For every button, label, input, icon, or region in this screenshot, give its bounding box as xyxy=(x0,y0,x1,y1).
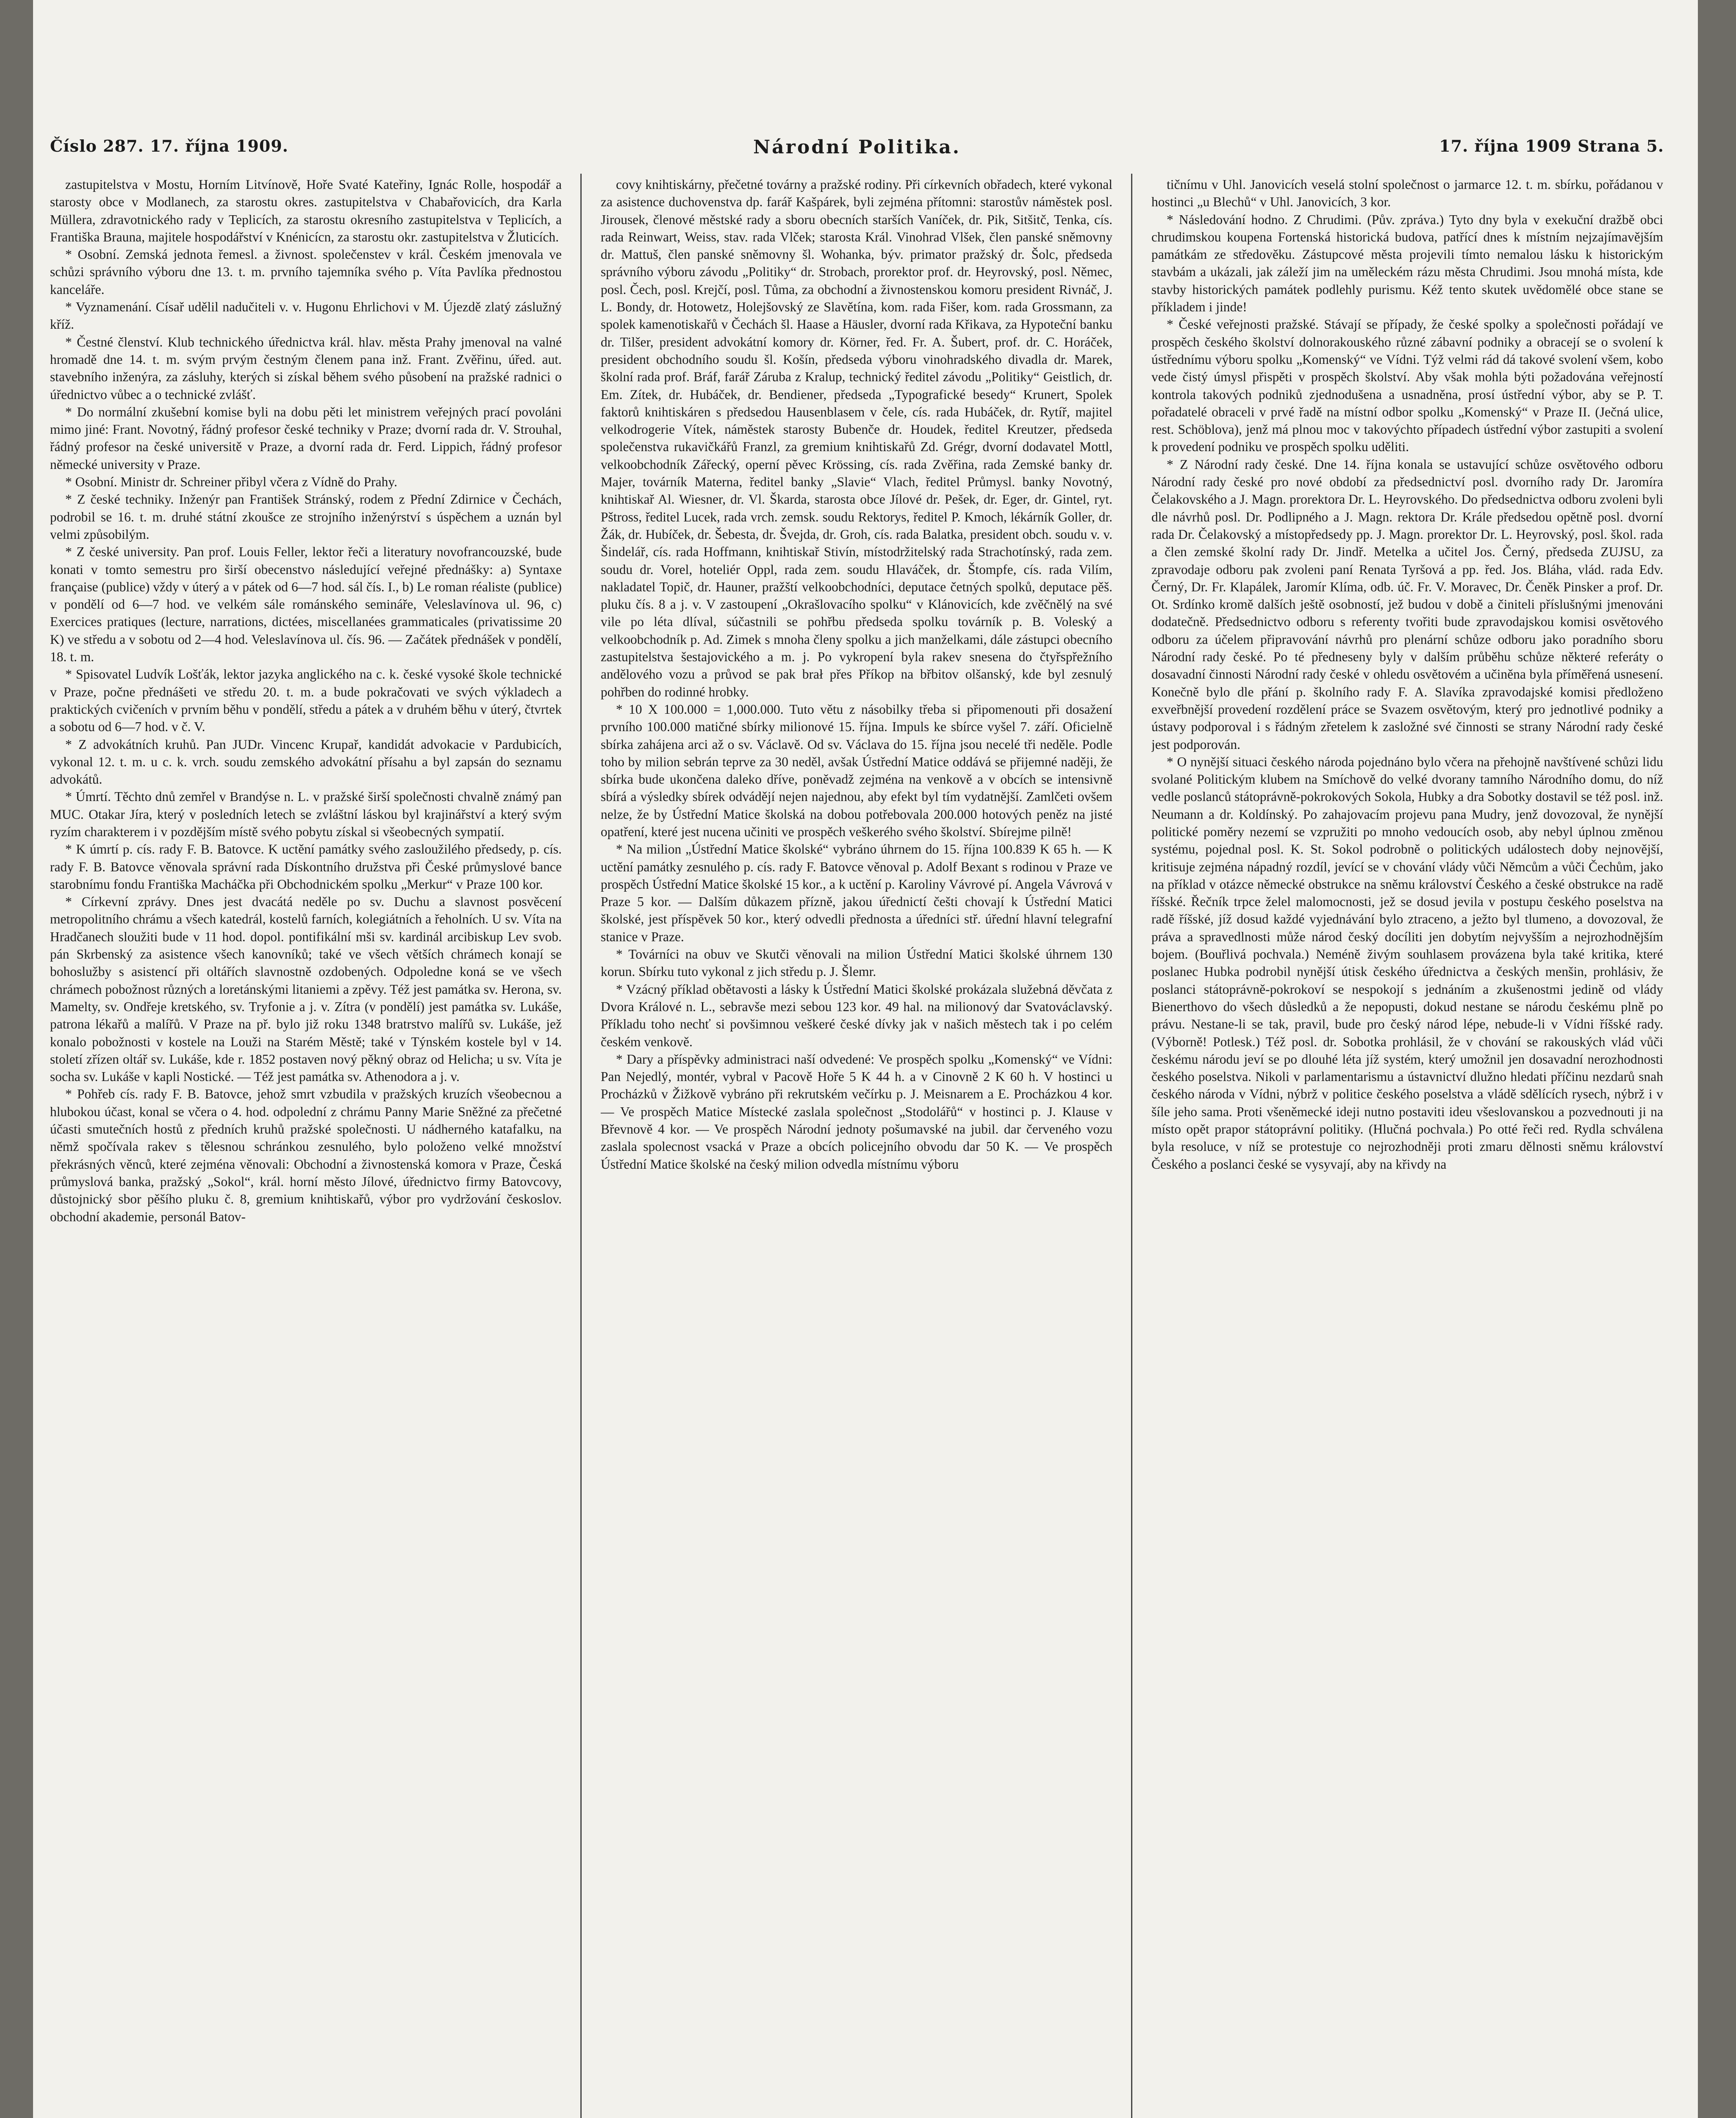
masthead-title: Národní Politika. xyxy=(753,136,961,158)
column-3 xyxy=(1151,176,1663,2118)
article-paragraph: tičnímu v Uhl. Janovicích veselá stolní společnost o jarmarce 12. t. m. sbírku, pořádanou v hostinci „u Blechů“ v Uhl. Janovicích, 3 kor. xyxy=(1151,177,1663,210)
article-paragraph: * Z české techniky. Inženýr pan František Stránský, rodem z Přední Zdirnice v Čechách, podrobil se 16. t. m. druhé státní zkoušce ze strojního inženýrství s úspěchem a uznán byl velmi způsobilým. xyxy=(50,492,562,542)
column-2 xyxy=(601,176,1112,2118)
article-paragraph: * Vzácný příklad obětavosti a lásky k Ústřední Matici školské prokázala služebná děvčata z Dvora Králové n. L., sebravše mezi sebou 123 kor. 49 hal. na milionový dar Svatováclavský. Příkladu toho nechť si povšimnou veškeré české dívky jak v našich městech tak i po celém českém venkově. xyxy=(601,981,1112,1049)
article-paragraph: * Na milion „Ústřední Matice školské“ vybráno úhrnem do 15. října 100.839 K 65 h. — K uctění památky zesnulého p. cís. rady F. Batovce věnoval p. Adolf Bexant s rodinou v Praze ve prospěch Ústřední Matice školské 15 kor., a k uctění p. Karoliny Vávrové pí. Angela Vávrová v Praze 5 kor. — Dalším důkazem přízně, jakou úřednictí češti chovají k Ústřední Matici školské, jest příspěvek 50 kor., který odvedli přednosta a úředníci stř. úřední hlavní telegrafní stanice v Praze. xyxy=(601,842,1112,944)
column-1 xyxy=(50,176,562,2118)
article-paragraph: * Osobní. Ministr dr. Schreiner přibyl včera z Vídně do Prahy. xyxy=(65,474,397,490)
date-and-page-number: 17. října 1909 Strana 5. xyxy=(1439,136,1664,155)
article-paragraph: * Z Národní rady české. Dne 14. října konala se ustavující schůze osvětového odboru Národní rady české pro nové období za předsednictví posl. dvorního rady Dr. Jaromíra Čelakovského a J. Magn. prorektora Dr. L. Heyrovského. Do předsednictva odboru zvoleni byli dle návrhů posl. Dr. Podlipného a J. Magn. rektora Dr. Krále předsedou opětně posl. dvorní rada Dr. Čelakovský a místopředsedy pp. J. Magn. prorektor Dr. L. Heyrovský, posl. škol. rada a člen zemské školní rady Dr. Jindř. Metelka a učitel Jos. Černý, předseda ZUJSU, za zpravodaje odboru pak zvoleni paní Renata Tyršová a pp. řed. Jos. Bláha, vlád. rada Edv. Černý, Dr. Fr. Klapálek, Jaromír Klíma, odb. úč. Fr. V. Moravec, Dr. Čeněk Pinsker a prof. Dr. Ot. Srdínko kromě dalších ještě osobností, jež budou v době a činiteli příslušnými jmenováni dodatečně. Předsednictvo odboru s referenty tvořiti bude zpravodajskou komisi osvětového odboru za účelem připravování návrhů pro plenární schůze odboru jako poradního sboru Národní rady české. Po té předneseny byly v dalším průběhu schůze některé referáty o dosavadní činnosti Národní rady české v ohledu osvětovém a učiněna byla příměřená usnesení. Konečně bylo dle přání p. školního rady F. A. Slavíka zpravodajské komisi předloženo exveřbnější provedení rozdělení práce se Svazem osvětovým, který pro jednotlivé podniky a ústavy podporoval i s řádným zřetelem k zasložné své činnosti se strany Národní rady české jest podporován. xyxy=(1151,457,1663,752)
page-header xyxy=(50,136,1664,170)
column-divider xyxy=(1131,174,1132,2118)
article-paragraph: * 10 X 100.000 = 1,000.000. Tuto větu z násobilky třeba si připomenouti při dosažení prvního 100.000 matičné sbírky milionové 15. října. Impuls ke sbírce vyšel 7. září. Oficielně sbírka zahájena arci až o sv. Václavě. Od sv. Václava do 15. října jsou necelé tři neděle. Podle toho by milion sebrán teprve za 30 neděl, avšak Ústřední Matice oddává se přijemné naději, že sbírka bude ukončena daleko dříve, poněvadž zejména na venkově a v obcích se intensivně sbírá a výsledky sbírek odvádějí nejen najednou, aby efekt byl tím vydatnější. Zamlčeti ovšem nelze, že by Ústřední Matice školská na dobou potřebovala 200.000 hotových peněz na jisté opatření, které jest nucena učiniti ve prospěch veškerého svého školství. Sbírejme pilně! xyxy=(601,701,1112,839)
article-paragraph: * Z advokátních kruhů. Pan JUDr. Vincenc Krupař, kandidát advokacie v Pardubicích, vykonal 12. t. m. u c. k. vrch. soudu zemského advokátní přísahu a byl zapsán do seznamu advokátů. xyxy=(50,737,562,787)
article-paragraph: * Spisovatel Ludvík Lošťák, lektor jazyka anglického na c. k. české vysoké škole technické v Praze, počne přednášeti ve středu 20. t. m. a bude pokračovati ve svých výkladech a praktických cvičeních v prvním běhu v pondělí, středu a pátek a v druhém běhu v úterý, čtvrtek a sobotu od 6—7 hod. v č. V. xyxy=(50,667,562,735)
article-paragraph: zastupitelstva v Mostu, Horním Litvínově, Hoře Svaté Kateřiny, Ignác Rolle, hospodář a starosty obce v Modlanech, za starostu okres. zastupitelstva v Chabařovicích, dra Karla Müllera, zdravotnického rady v Teplicích, za starostu okresního zastupitelstva v Teplicích, a Františka Brauna, majitele hospodářství v Knénicícn, za starostu okr. zastupitelstva v Žluticích. xyxy=(50,177,562,244)
newspaper-page xyxy=(33,0,1698,2118)
article-paragraph: * K úmrtí p. cís. rady F. B. Batovce. K uctění památky svého zasloužilého předsedy, p. cís. rady F. B. Batovce věnovala správní rada Dískontního družstva při České průmyslové bance starobnímu fondu Františka Macháčka při Obchodnickém spolku „Merkur“ v Praze 100 kor. xyxy=(50,842,562,892)
article-paragraph: * Dary a příspěvky administraci naší odvedené: Ve prospěch spolku „Komenský“ ve Vídni: Pan Nejedlý, montér, vybral v Pacově Hoře 5 K 44 h. a v Cinovně 2 K 60 h. V hostinci u Procházků v Žižkově vybráno při rekrutském večírku p. J. Meisnarem a E. Procházkou 4 kor. — Ve prospěch Matice Místecké zaslala společnost „Stodolářů“ v hostinci p. J. Klause v Břevnově 4 kor. — Ve prospěch Národní jednoty pošumavské na jubil. dar červeného vozu zaslala spolecnost vsacká v Praze a obcích policejního obvodu dar 50 K. — Ve prospěch Ústřední Matice školské na český milion odvedla místnímu výboru xyxy=(601,1051,1112,1172)
article-paragraph: * Vyznamenání. Císař udělil nadučiteli v. v. Hugonu Ehrlichovi v M. Újezdě zlatý záslužný kříž. xyxy=(50,299,562,332)
article-paragraph: * Osobní. Zemská jednota řemesl. a živnost. společenstev v král. Českém jmenovala ve schůzi správního výboru dne 13. t. m. prvního tajemníka svého p. Víta Pavlíka přednostou kanceláře. xyxy=(50,247,562,297)
article-paragraph: * Následování hodno. Z Chrudimi. (Pův. zpráva.) Tyto dny byla v exekuční dražbě obci chrudimskou koupena Fortenská historická budova, patřící dnes k místním nejzajímavějším památkám ze středověku. Zástupcové města projevili tímto nemalou lásku k historickým stavbám a ukázali, jak záleží jim na uměleckém rázu města Chrudimi. Jsou mnohá místa, kde stavby historických památek podlehly purismu. Kéž tento skutek uvědomělé obce stane se příkladem i jinde! xyxy=(1151,212,1663,315)
article-paragraph: * Továrníci na obuv ve Skutči věnovali na milion Ústřední Matici školské úhrnem 130 korun. Sbírku tuto vykonal z jich středu p. J. Šlemr. xyxy=(601,947,1112,979)
article-paragraph: * Pohřeb cís. rady F. B. Batovce, jehož smrt vzbudila v pražských kruzích všeobecnou a hlubokou účast, konal se včera o 4. hod. odpolední z chrámu Panny Marie Sněžné za přečetné účasti smutečních hostů z předních kruhů pražské společnosti. U nádherného katafalku, na němž spočívala rakev s tělesnou schránkou zesnulého, bylo položeno velké množství překrásných věnců, které zejména věnovali: Obchodní a živnostenská komora v Praze, Česká průmyslová banka, pražský „Sokol“, král. horní město Jílové, úřednictvo firmy Batovcovy, důstojnický sbor pěšího pluku č. 8, gremium knihtiskařů, výbor pro vydržování českoslov. obchodní akademie, personál Batov- xyxy=(50,1087,562,1224)
article-paragraph: * České veřejnosti pražské. Stávají se případy, že české spolky a společnosti pořádají ve prospěch českého školství dolnorakouského různé zábavní podniky a obracejí se o svolení k ústřednímu výboru spolku „Komenský“ ve Vídni. Týž velmi rád dá takové svolení všem, kobo vede čistý úmysl přispěti v prospěch školství. Aby však mohla býti požadována veřejností kontrola takových podniků zjednodušena a usnadněna, prosí ústřední výbor, aby se P. T. pořadatelé obraceli v prvé řadě na místní odbor spolku „Komenský“ v Praze II. (Ječná ulice, rest. Schöblova), jenž má plnou moc v takovýchto případech ústřední výbor zastupiti a svolení k provedení podniku ve prospěch spolku uděliti. xyxy=(1151,317,1663,455)
column-divider xyxy=(580,174,582,2118)
article-paragraph: * Do normální zkušební komise byli na dobu pěti let ministrem veřejných prací povoláni mimo jiné: Frant. Novotný, řádný profesor české techniky v Praze; dvorní rada dr. V. Strouhal, řádný profesor na české universitě v Praze, a dvorní rada dr. Ferd. Lippich, řádný profesor německé university v Praze. xyxy=(50,404,562,472)
article-paragraph: * Úmrtí. Těchto dnů zemřel v Brandýse n. L. v pražské širší společnosti chvalně známý pan MUC. Otakar Jíra, který v posledních letech se zvláštní láskou byl krajinářství a který svým ryzím charakterem i v pozdějším místě svého pobytu získal si všeobecných sympatií. xyxy=(50,789,562,839)
issue-number-and-date: Číslo 287. 17. října 1909. xyxy=(50,136,288,155)
article-paragraph: * Čestné členství. Klub technického úřednictva král. hlav. města Prahy jmenoval na valné hromadě dne 14. t. m. svým prvým čestným členem pana inž. Frant. Zvěřinu, úřed. aut. stavebního inženýra, za zásluhy, kterých si získal během svého působení na pražské radnici o úřednictvo vůbec a o technické zvlášť. xyxy=(50,334,562,402)
article-paragraph: covy knihtiskárny, přečetné továrny a pražské rodiny. Při církevních obřadech, které vykonal za asistence duchovenstva dp. farář Kašpárek, byli zejména přítomni: starostův náměstek posl. Jirousek, členové městské rady a sboru obecních starších Vaníček, dr. Pik, Sitšitč, Tenka, cís. rada Reinwart, Weiss, stav. rada Vlček; starosta Král. Vinohrad Vlšek, člen panské sněmovny dr. Mattuš, člen panské sněmovny šl. Wohanka, býv. primator pražský dr. Šolc, předseda správního výboru závodu „Politiky“ dr. Strobach, prorektor prof. dr. Heyrovský, posl. Němec, posl. Čech, posl. Krejčí, posl. Tůma, za obchodní a živnostenskou komoru president Rivnáč, J. L. Bondy, dr. Hotowetz, Holejšovský ze Slavětína, kom. rada Fišer, kom. rada Grossmann, za spolek kamenotiskařů v Čechách šl. Haase a Häusler, dvorní rada Křikava, za Hypoteční banku dr. Tilšer, president advokátní komory dr. Körner, řed. Fr. A. Šubert, prof. dr. C. Horáček, president obchodního soudu šl. Košín, předseda výboru vinohradského divadla dr. Marek, školní rada prof. Bráf, farář Záruba z Kralup, technický ředitel závodu „Politiky“ Geistlich, dr. Em. Zítek, dr. Hubáček, dr. Bendiener, předseda „Typografické besedy“ Krunert, Spolek faktorů knihtiskáren s předsedou Hausenblasem v čele, cís. rada Hubáček, dr. Rytíř, majitel velkodrogerie Vítek, náměstek starosty Bubenče dr. Houdek, ředitel Kreutzer, předseda společenstva rukavičkářů Franzl, za gremium knihtiskařů Zd. Grégr, dvorní dodavatel Mottl, velkoobchodník Zářecký, operní pěvec Krössing, cís. rada Zvěřina, rada Zemské banky dr. Majer, továrník Materna, ředitel banky „Slavie“ Vlach, ředitel Průmysl. banky Novotný, knihtiskař Al. Wiesner, dr. Vl. Škarda, starosta obce Jílové dr. Pešek, dr. Eger, dr. Gintel, ryt. Pštross, ředitel Lucek, rada vrch. zemsk. soudu Rektorys, ředitel P. Kmoch, lékárník Goller, dr. Žák, dr. Hubíček, dr. Šebesta, dr. Švejda, dr. Groh, cís. rada Balatka, president obch. soudu v. v. Šindelář, cís. rada Hoffmann, knihtiskař Stivín, místodržitelský rada Strachotínský, rada zem. soudu dr. Vorel, hoteliér Oppl, rada zem. soudu Hlaváček, dr. Štompfe, cís. rada Vilím, nakladatel Topič, dr. Hauner, pražští velkoobchodníci, deputace četných spolků, deputace pěš. pluku čís. 8 a j. v. V zastoupení „Okrašlovacího spolku“ v Klánovicích, kde zvěčnělý na své vile po léta dlíval, súčastnili se pohřbu předseda spolku továrník p. B. Voleský a velkoobchodník p. Ad. Zimek s mnoha členy spolku a jich manželkami, dále zástupci obecního zastupitelstva šestajovického a m. j. Po vykropení byla rakev snesena do čtyřspřežního andělového vozu a průvod se pak brał přes Příkop na břbitov olšanský, kde byl zesnulý pohřben do rodinné hrobky. xyxy=(601,177,1112,699)
article-paragraph: * O nynější situaci českého národa pojednáno bylo včera na přehojně navštívené schůzi lidu svolané Politickým klubem na Smíchově do velké dvorany tamního Národního domu, do níž vedle poslanců státoprávně-pokrokových Sokola, Hubky a dra Sobotky dostavil se též posl. inž. Neumann a dr. Koldínský. Po zahajovacím projevu pana Mudry, jenž dovozoval, že nynější politické poměry nezemí se vzpružiti po mnoho vedoucích osob, aby nebyl úplnou změnou systému, pojednal posl. K. St. Sokol podrobně o politických událostech doby nejnovější, kritisuje zejména nápadný rozdíl, jevící se v chování vlády vůči Němcům a vůči Čechům, jako na příklad v otázce německé obstrukce na sněmu království Českého a české obstrukce na radě říšské. Řečník trpce želel malomocnosti, jež se dosud jevila v postupu českého poselstva na radě říšské, jíž dosud každé vyjednávání bylo ztraceno, a ježto byl tlumeno, a dovozoval, že práva a spravedlnosti může národ český docíliti jen dobytím nejvyšším a nejrozhodnějším bojem. (Bouřlivá pochvala.) Neméně živým souhlasem provázena byla také kritika, které poslanec Hubka podrobil nynější útisk českého úřednictva a českých menšin, prohlásiv, že poslanci státoprávně-pokrokoví se nespokojí s jednáním a zkušenostmi jedině od vlády Bienerthovo do všech důsledků a že nepopusti, dokud nestane se národu českému plně po právu. Nestane-li se tak, pravil, bude pro český národ lépe, nebude-li v Vídni říšské rady. (Výborně! Potlesk.) Též posl. dr. Sobotka prohlásil, že v chování se rakouských vlád vůči českému národu jeví se po dlouhé léta jíž systém, který umožnil jen dosavadní nerozhodnosti českého poselstva. Nikoli v parlamentarismu a ústavnictví dlužno hledati příčinu nezdarů snah českého národa v Vídni, nýbrž v politice českého poselstva a vládě sdělících rysech, nýbrž i v šíle jeho sama. Proti všeněmecké ideji nutno postaviti ideu všeslovanskou a pozvednouti ji na místo opět prapor státoprávní politiky. (Hlučná pochvala.) Po otté řeči red. Rydla schválena byla resoluce, v níž se protestuje co nejrozhodněji proti zmaru dělnosti sněmu království Českého a poslanci české se vysyvají, aby na křivdy na xyxy=(1151,754,1663,1172)
article-paragraph: * Z české university. Pan prof. Louis Feller, lektor řeči a literatury novofrancouzské, bude konati v tomto semestru pro širší obecenstvo následující veřejné přednášky: a) Syntaxe française (publice) vždy v úterý a v pátek od 6—7 hod. sál čís. I., b) Le roman réaliste (publice) v pondělí od 6—7 hod. ve velkém sále románského semináře, Veleslavínova ul. 96, c) Exercices pratiques (lecture, narrations, dictées, miscellanées grammaticales (privatissime 20 K) ve středu a v sobotu od 2—4 hod. Veleslavínova ul. čís. 96. — Začátek přednášek v pondělí, 18. t. m. xyxy=(50,544,562,665)
article-paragraph: * Církevní zprávy. Dnes jest dvacátá neděle po sv. Duchu a slavnost posvěcení metropolitního chrámu a všech katedrál, kostelů farních, kolegiátních a řeholních. U sv. Víta na Hradčanech sloužiti bude v 11 hod. dopol. pontifikální mši sv. kardinál arcibiskup Lev svob. pán Skrbenský za asistence všech kanovníků; také ve všech větších chrámech konají se bohoslužby s asistencí při oltářích slavnostně ozdobených. Odpoledne koná se ve všech chrámech pobožnost různých a loretánskými litaniemi a zpěvy. Též jest památka sv. Herona, sv. Mamelty, sv. Ondřeje kretského, sv. Tryfonie a j. v. Zítra (v pondělí) jest památka sv. Lukáše, patrona lékařů a malířů. V Praze na př. bylo již roku 1348 bratrstvo malířů sv. Lukáše, jež konalo pobožnosti v kostele na Louži na Starém Městě; také v Týnském kostele byl v 14. století zřízen oltář sv. Lukáše, kde r. 1852 postaven nový pěkný obraz od Helicha; u sv. Víta je socha sv. Lukáše v kapli Nostické. — Též jest památka sv. Athenodora a j. v. xyxy=(50,894,562,1084)
